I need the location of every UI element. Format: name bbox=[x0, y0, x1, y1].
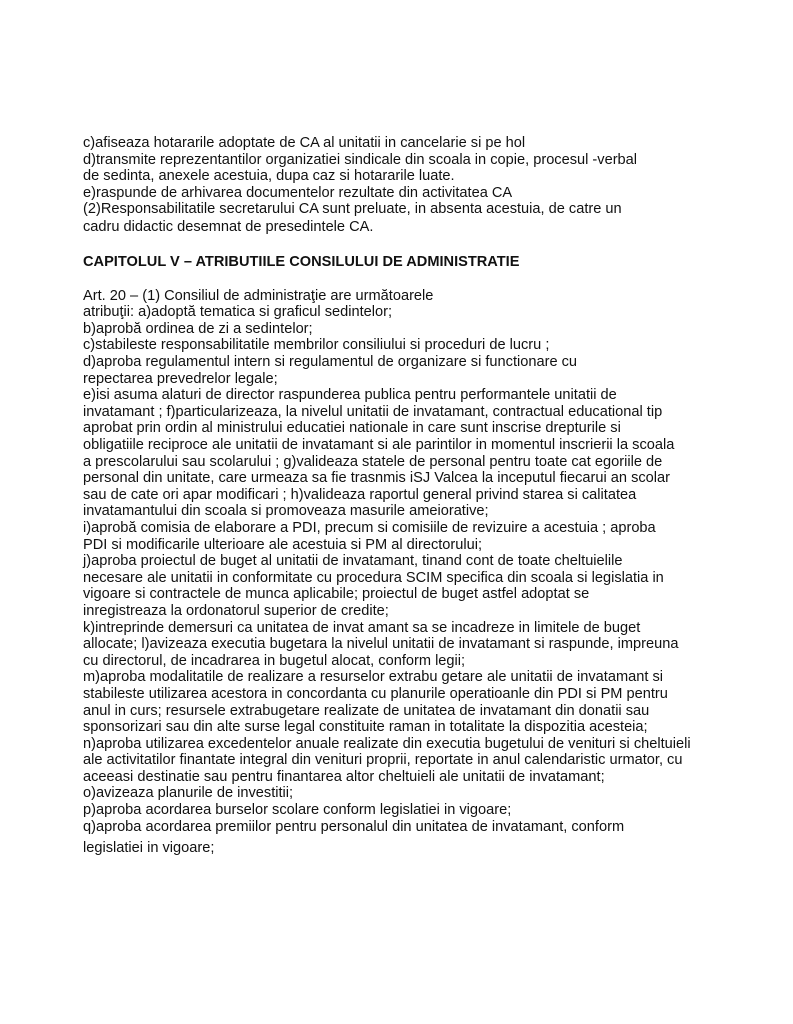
text-line: PDI si modificarile ulterioare ale acestuia si PM al directorului; bbox=[83, 536, 483, 553]
text-line: cadru didactic desemnat de presedintele CA. bbox=[83, 219, 374, 236]
text-line: sau de cate ori apar modificari ; h)valideaza raportul general privind starea si calitatea bbox=[83, 486, 637, 503]
intro-section bbox=[83, 135, 763, 236]
text-line: cu directorul, de incadrarea in bugetul alocat, conform legii; bbox=[83, 652, 466, 669]
text-line: j)aproba proiectul de buget al unitatii de invatamant, tinand cont de toate cheltuielile bbox=[83, 553, 623, 570]
text-line: personal din unitate, care urmeaza sa fie trasnmis iSJ Valcea la inceputul fiecarui an scolar bbox=[83, 470, 671, 487]
text-line: m)aproba modalitatile de realizare a resurselor extrabu getare ale unitatii de invatamant si bbox=[83, 669, 664, 686]
text-line: anul in curs; resursele extrabugetare realizate de unitatea de invatamant din donatii sau bbox=[83, 702, 650, 719]
text-line: legislatiei in vigoare; bbox=[83, 840, 215, 857]
text-line: k)intreprinde demersuri ca unitatea de invat amant sa se incadreze in limitele de buget bbox=[83, 619, 641, 636]
text-line: e)raspunde de arhivarea documentelor rezultate din activitatea CA bbox=[83, 184, 513, 201]
text-line: aceeasi destinatie sau pentru finantarea altor cheltuieli ale unitatii de invatamant; bbox=[83, 768, 605, 785]
text-line: o)avizeaza planurile de investitii; bbox=[83, 785, 294, 802]
text-line: aprobat prin ordin al ministrului educatiei nationale in care sunt inscrise drepturile si bbox=[83, 420, 621, 437]
text-line: d)transmite reprezentantilor organizatiei sindicale din scoala in copie, procesul -verbal bbox=[83, 151, 638, 168]
text-line: stabileste utilizarea acestora in concordanta cu planurile operatioanle din PDI si PM pentru bbox=[83, 685, 668, 702]
text-line: repectarea prevedrelor legale; bbox=[83, 370, 278, 387]
chapter-heading: CAPITOLUL V – ATRIBUTIILE CONSILULUI DE ADMINISTRATIE bbox=[83, 254, 520, 271]
text-line: sponsorizari sau din alte surse legal constituite raman in totalitate la dispozitia acesteia; bbox=[83, 719, 648, 736]
text-line: ale activitatilor finantate integral din venituri proprii, reportate in anul calendaristic urmator, cu bbox=[83, 752, 683, 769]
text-line: invatamant ; f)particularizeaza, la nivelul unitatii de invatamant, contractual educational tip bbox=[83, 403, 663, 420]
article-20-section bbox=[83, 288, 763, 857]
text-line: n)aproba utilizarea excedentelor anuale realizate din executia bugetului de venituri si cheltuieli bbox=[83, 735, 691, 752]
text-line: q)aproba acordarea premiilor pentru personalul din unitatea de invatamant, conform bbox=[83, 818, 625, 835]
text-line: necesare ale unitatii in conformitate cu procedura SCIM specifica din scoala si legislatia in bbox=[83, 569, 664, 586]
text-line: allocate; l)avizeaza executia bugetara la nivelul unitatii de invatamant si raspunde, impreuna bbox=[83, 636, 679, 653]
text-line: inregistreaza la ordonatorul superior de credite; bbox=[83, 602, 389, 619]
text-line: d)aproba regulamentul intern si regulamentul de organizare si functionare cu bbox=[83, 354, 578, 371]
text-line: e)isi asuma alaturi de director raspunderea publica pentru performantele unitatii de bbox=[83, 387, 617, 404]
text-line: p)aproba acordarea burselor scolare conform legislatiei in vigoare; bbox=[83, 802, 512, 819]
text-line: invatamantului din scoala si promoveaza masurile ameiorative; bbox=[83, 503, 489, 520]
text-line: c)stabileste responsabilitatile membrilor consiliului si proceduri de lucru ; bbox=[83, 337, 550, 354]
text-line: atribuţii: a)adoptă tematica si graficul sedintelor; bbox=[83, 304, 393, 321]
text-line: vigoare si contractele de munca aplicabile; proiectul de buget astfel adoptat se bbox=[83, 586, 590, 603]
text-line: a prescolarului sau scolarului ; g)valideaza statele de personal pentru toate cat egoriile de bbox=[83, 453, 663, 470]
text-line: (2)Responsabilitatile secretarului CA sunt preluate, in absenta acestuia, de catre un bbox=[83, 201, 622, 218]
document-page bbox=[83, 135, 763, 857]
text-line: b)aprobă ordinea de zi a sedintelor; bbox=[83, 320, 313, 337]
text-line: Art. 20 – (1) Consiliul de administraţie are următoarele bbox=[83, 287, 434, 304]
text-line: i)aprobă comisia de elaborare a PDI, precum si comisiile de revizuire a acestuia ; aproba bbox=[83, 519, 656, 536]
text-line: de sedinta, anexele acestuia, dupa caz si hotararile luate. bbox=[83, 168, 455, 185]
text-line: obligatiile reciproce ale unitatii de invatamant si ale parintilor in momentul inscrierii la scoala bbox=[83, 437, 675, 453]
text-line: c)afiseaza hotararile adoptate de CA al unitatii in cancelarie si pe hol bbox=[83, 135, 526, 151]
